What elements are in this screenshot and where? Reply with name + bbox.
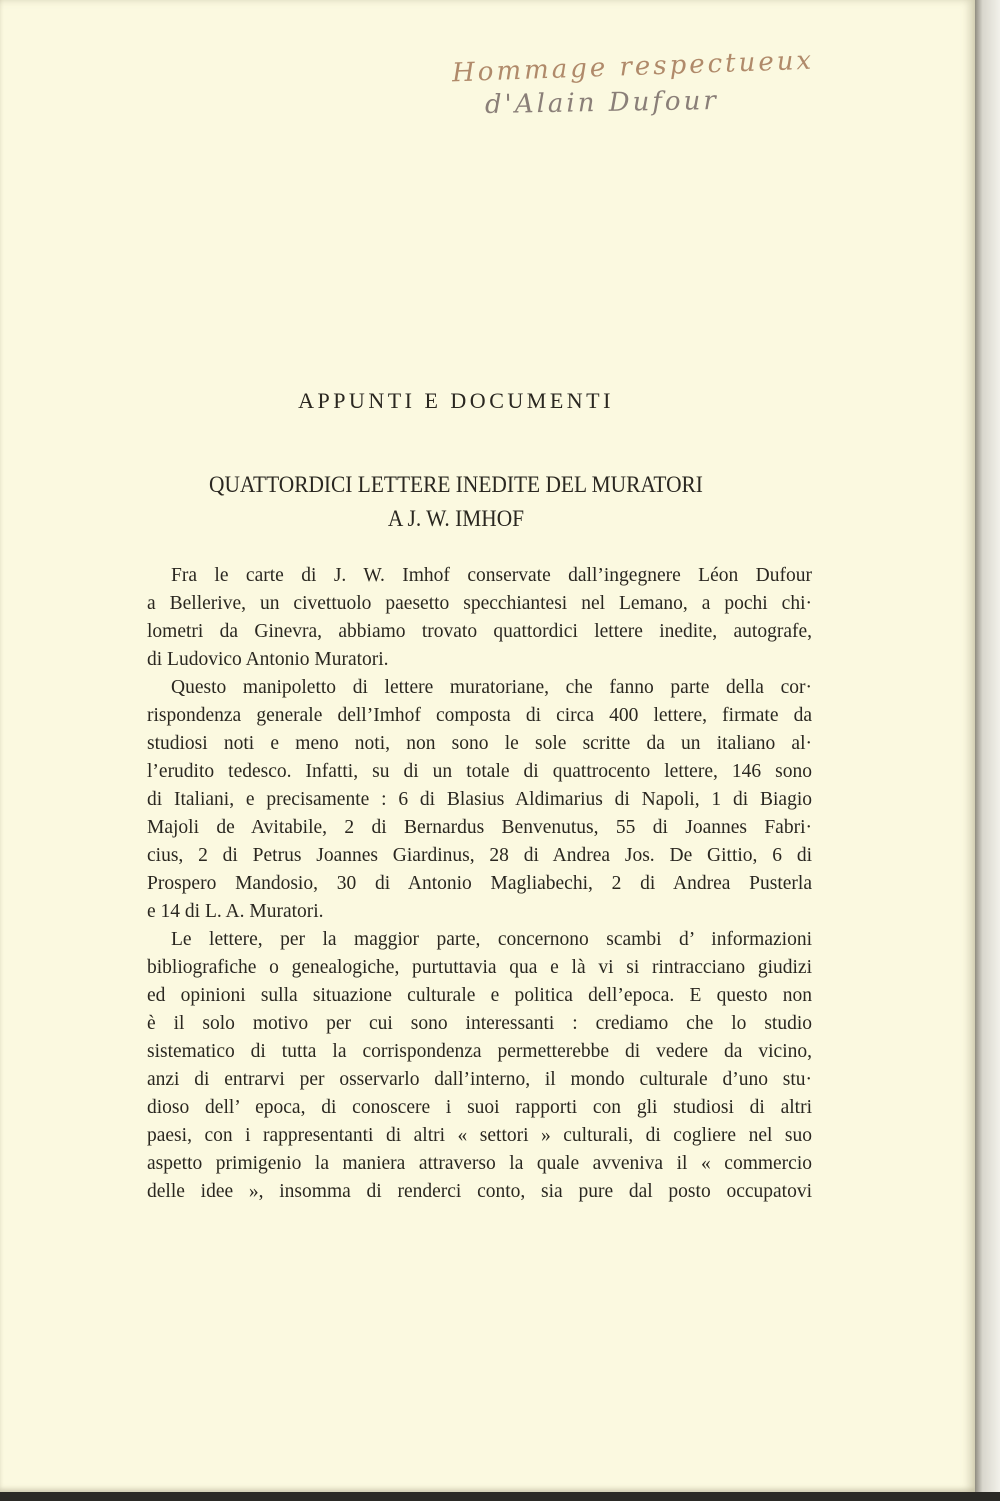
text-line: sistematico di tutta la corrispondenza permetterebbe di vedere da vicino, [147, 1041, 812, 1062]
article-title-line1: QUATTORDICI LETTERE INEDITE DEL MURATORI [209, 472, 703, 497]
page-edge [975, 0, 1000, 1501]
handwritten-dedication-signature: d'Alain Dufour [484, 85, 719, 121]
text-line: l’erudito tedesco. Infatti, su di un totale di quattrocento lettere, 146 sono [147, 761, 812, 782]
text-line: dioso dell’ epoca, di conoscere i suoi rapporti con gli studiosi di altri [147, 1097, 812, 1118]
text-line: lometri da Ginevra, abbiamo trovato quattordici lettere inedite, autografe, [147, 621, 812, 642]
section-heading: APPUNTI E DOCUMENTI [298, 388, 614, 413]
text-line: è il solo motivo per cui sono interessanti : crediamo che lo studio [147, 1013, 812, 1034]
text-line: anzi di entrarvi per osservarlo dall’interno, il mondo culturale d’uno stu· [147, 1069, 812, 1090]
text-line: Le lettere, per la maggior parte, concernono scambi d’ informazioni [171, 929, 812, 950]
text-line: delle idee », insomma di renderci conto, sia pure dal posto occupatovi [147, 1181, 812, 1202]
text-line: aspetto primigenio la maniera attraverso la quale avveniva il « commercio [147, 1153, 812, 1174]
text-line: paesi, con i rappresentanti di altri « settori » culturali, di cogliere nel suo [147, 1125, 812, 1146]
article-title-line2: A J. W. IMHOF [387, 506, 525, 531]
text-line: di Italiani, e precisamente : 6 di Blasius Aldimarius di Napoli, 1 di Biagio [147, 789, 812, 810]
text-line: studiosi noti e meno noti, non sono le sole scritte da un italiano al· [147, 733, 812, 754]
text-line: Questo manipoletto di lettere muratoriane, che fanno parte della cor· [171, 677, 812, 698]
text-line: ed opinioni sulla situazione culturale e politica dell’epoca. E questo non [147, 985, 812, 1006]
body-text [147, 562, 812, 1206]
text-line: Prospero Mandosio, 30 di Antonio Magliabechi, 2 di Andrea Pusterla [147, 873, 812, 894]
text-line: e 14 di L. A. Muratori. [147, 901, 324, 922]
text-line: Fra le carte di J. W. Imhof conservate dall’ingegnere Léon Dufour [171, 565, 812, 586]
scan-border [0, 1492, 1000, 1501]
handwritten-dedication-line1: Hommage respectueux [451, 45, 815, 89]
text-line: bibliografiche o genealogiche, purtuttavia qua e là vi si rintracciano giudizi [147, 957, 812, 978]
text-line: a Bellerive, un civettuolo paesetto specchiantesi nel Lemano, a pochi chi· [147, 593, 812, 614]
text-line: Majoli de Avitabile, 2 di Bernardus Benvenutus, 55 di Joannes Fabri· [147, 817, 812, 838]
text-line: cius, 2 di Petrus Joannes Giardinus, 28 di Andrea Jos. De Gittio, 6 di [147, 845, 812, 866]
text-line: di Ludovico Antonio Muratori. [147, 649, 389, 670]
text-line: rispondenza generale dell’Imhof composta di circa 400 lettere, firmate da [147, 705, 812, 726]
